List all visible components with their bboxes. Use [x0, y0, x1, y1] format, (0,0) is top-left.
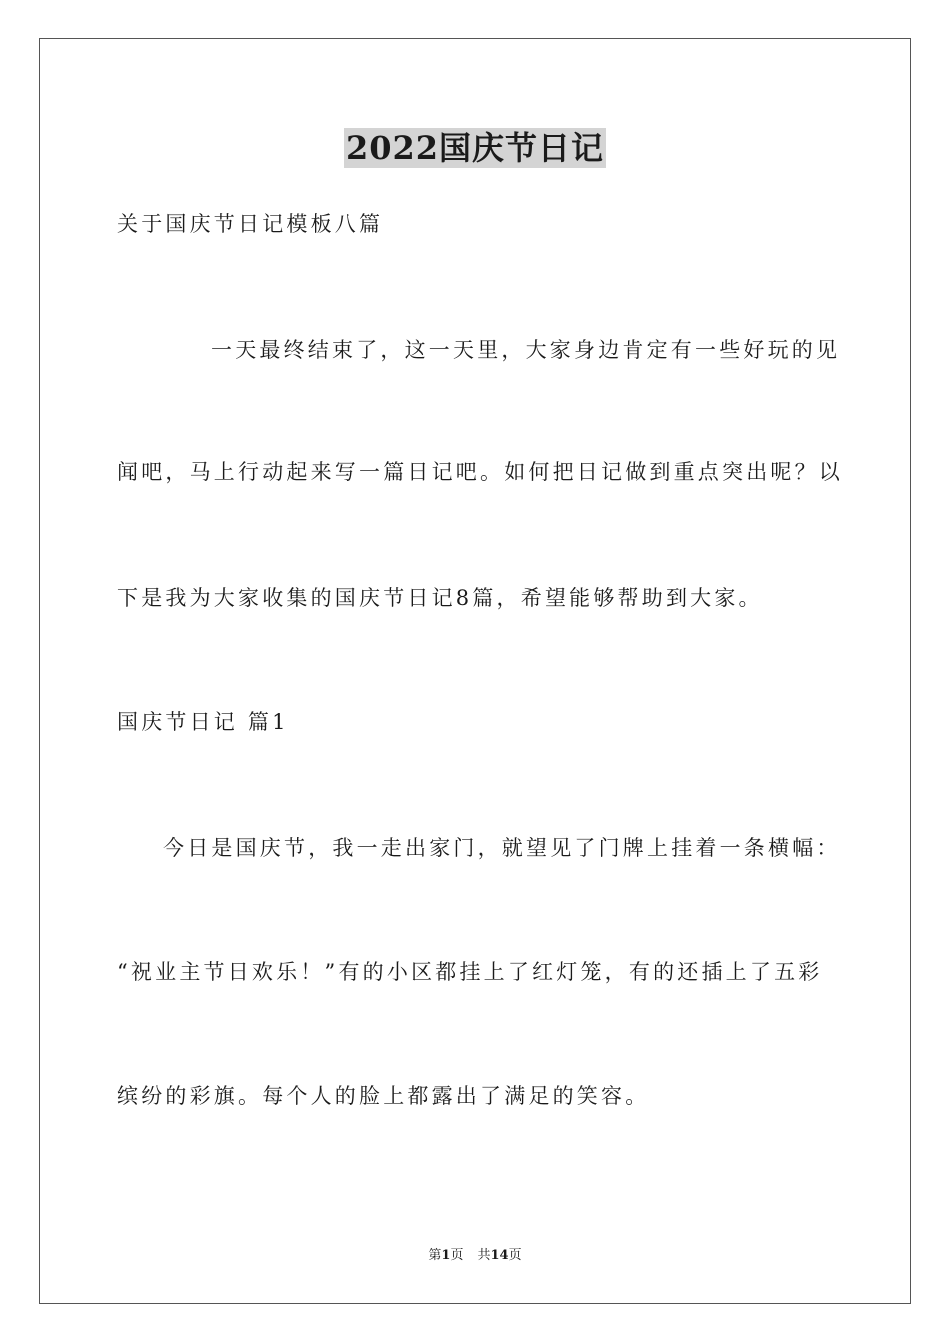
document-title: 2022国庆节日记 [345, 129, 605, 167]
footer-total-suffix: 页 [508, 1248, 522, 1263]
section-line-1: 今日是国庆节，我一走出家门，就望见了门牌上挂着一条横幅： [163, 836, 841, 860]
footer-page-prefix: 第 [428, 1248, 442, 1263]
intro-line-1: 一天最终结束了，这一天里，大家身边肯定有一些好玩的见 [211, 338, 841, 362]
footer-page-total: 14 [490, 1248, 509, 1263]
footer-page-current: 1 [441, 1248, 451, 1263]
title-container [0, 128, 950, 168]
section-line-3: 缤纷的彩旗。每个人的脸上都露出了满足的笑容。 [117, 1084, 650, 1108]
intro-line-2: 闻吧，马上行动起来写一篇日记吧。如何把日记做到重点突出呢？以 [117, 460, 843, 484]
document-subtitle: 关于国庆节日记模板八篇 [117, 212, 384, 236]
section-line-2: “祝业主节日欢乐！”有的小区都挂上了红灯笼，有的还插上了五彩 [117, 960, 823, 984]
section-heading: 国庆节日记 篇1 [117, 710, 289, 734]
page-footer [0, 1246, 950, 1266]
intro-line-3: 下是我为大家收集的国庆节日记8篇，希望能够帮助到大家。 [117, 586, 763, 610]
footer-page-suffix: 页 [450, 1248, 464, 1263]
footer-total-prefix: 共 [477, 1248, 491, 1263]
